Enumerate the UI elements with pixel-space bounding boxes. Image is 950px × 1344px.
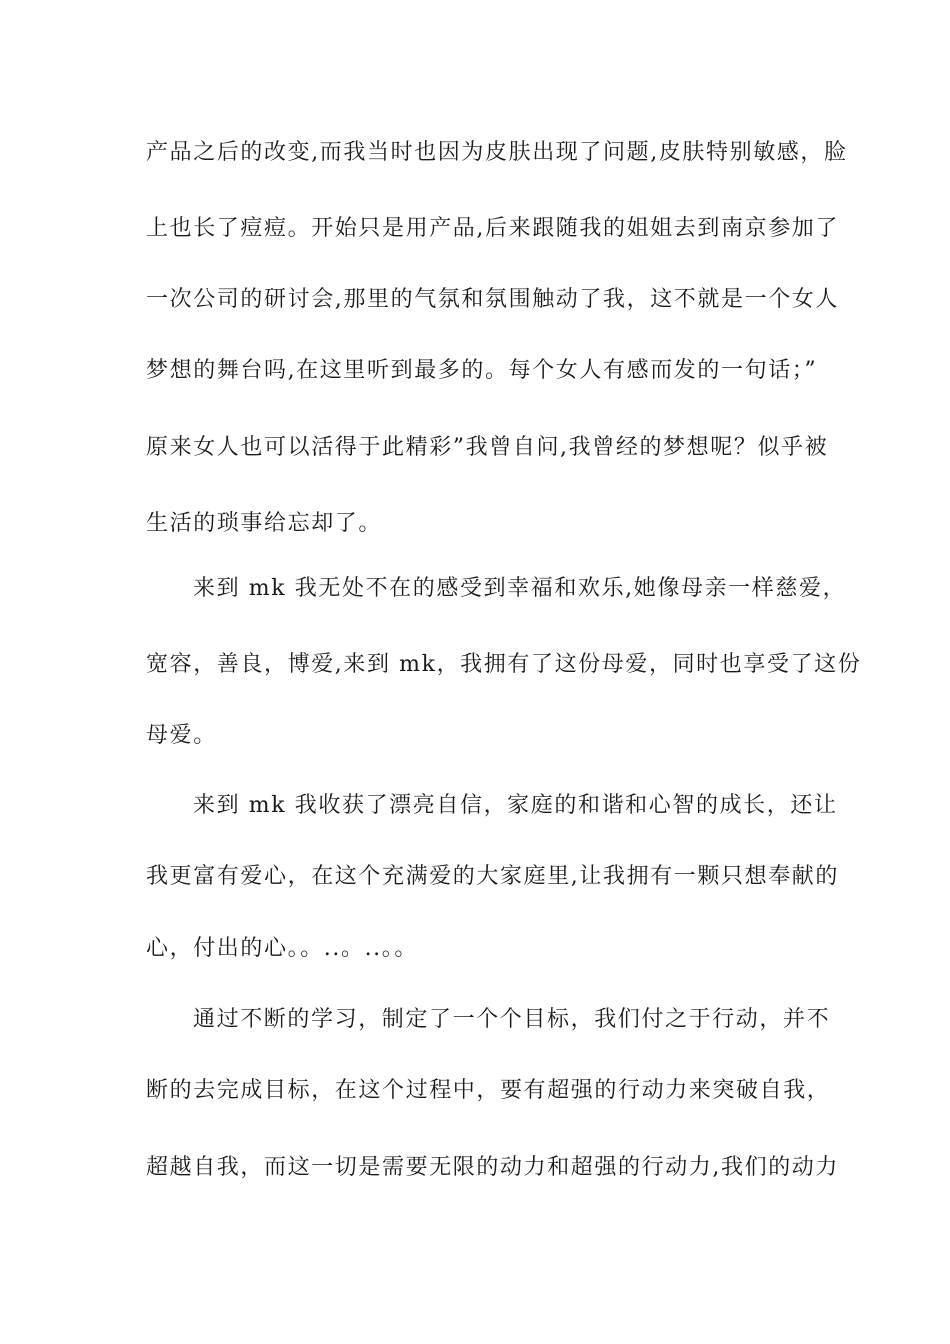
text-line: 原来女人也可以活得于此精彩”我曾自问,我曾经的梦想呢？似乎被 <box>146 435 829 460</box>
text-line: 心，付出的心。。..。..。。 <box>146 936 418 961</box>
text-line: 宽容，善良，博爱,来到 mk，我拥有了这份母爱，同时也享受了这份 <box>146 652 862 677</box>
paragraph-first-line: 通过不断的学习，制定了一个个目标，我们付之于行动，并不 <box>193 1007 831 1032</box>
text-line: 梦想的舞台吗,在这里听到最多的。每个女人有感而发的一句话；” <box>146 358 818 383</box>
text-line: 一次公司的研讨会,那里的气氛和氛围触动了我，这不就是一个女人 <box>146 287 839 312</box>
text-line: 母爱。 <box>146 723 217 748</box>
text-line: 产品之后的改变,而我当时也因为皮肤出现了问题,皮肤特别敏感，脸 <box>146 140 848 165</box>
text-line: 生活的琐事给忘却了。 <box>146 511 383 536</box>
text-line: 超越自我，而这一切是需要无限的动力和超强的行动力,我们的动力 <box>146 1155 839 1180</box>
paragraph-first-line: 来到 mk 我收获了漂亮自信，家庭的和谐和心智的成长，还让 <box>193 793 838 818</box>
paragraph-first-line: 来到 mk 我无处不在的感受到幸福和欢乐,她像母亲一样慈爱， <box>193 576 847 601</box>
text-line: 我更富有爱心，在这个充满爱的大家庭里,让我拥有一颗只想奉献的 <box>146 864 839 889</box>
text-line: 断的去完成目标，在这个过程中，要有超强的行动力来突破自我， <box>146 1078 831 1103</box>
text-line: 上也长了痘痘。开始只是用产品,后来跟随我的姐姐去到南京参加了 <box>146 216 839 241</box>
